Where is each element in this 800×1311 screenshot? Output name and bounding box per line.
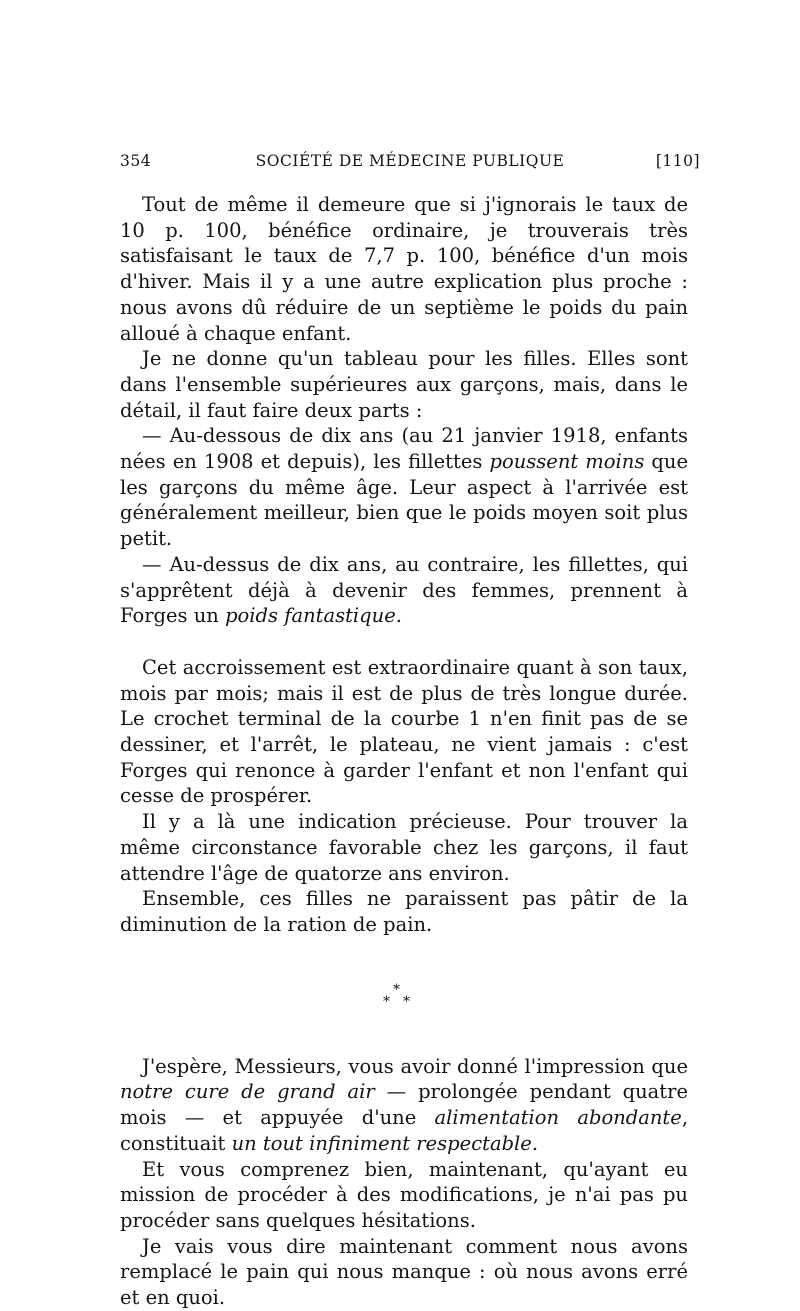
paragraph-1: Tout de même il demeure que si j'ignorais le taux de 10 p. 100, bénéfice ordinaire, je trouverais très satisfaisant le taux de 7,7 p. 100, bénéfice d'un mois d'hiver. Mais il y a une autre explication plus proche : nous avons dû réduire de un septième le poids du pain alloué à chaque enfant.	[120, 193, 688, 345]
folio-number: [110]	[655, 152, 700, 170]
paragraph-3-emphasis: poussent moins	[489, 450, 645, 474]
paragraph-8	[120, 1054, 688, 1157]
paragraph-7: Ensemble, ces filles ne paraissent pas pâtir de la diminution de la ration de pain.	[120, 887, 688, 936]
body-text	[120, 192, 688, 1311]
paragraph-4-emphasis: poids fantastique.	[225, 604, 402, 628]
running-header	[120, 152, 700, 176]
paragraph-10: Je vais vous dire maintenant comment nous avons remplacé le pain qui nous manque : où nous avons erré et en quoi.	[120, 1234, 688, 1310]
section-spacer-2	[120, 1028, 688, 1054]
paragraph-8-emphasis-1: notre cure de grand air	[120, 1080, 375, 1104]
paragraph-3	[120, 423, 688, 552]
paragraph-8-text-a: J'espère, Messieurs, vous avoir donné l'impression que	[142, 1054, 688, 1078]
paragraph-8-emphasis-2: alimentation abondante	[434, 1106, 682, 1130]
paragraph-8-text-c: , constituait	[120, 1106, 689, 1155]
paragraph-5: Cet accroissement est extraordinaire quant à son taux, mois par mois; mais il est de plus de très longue durée. Le crochet terminal de la courbe 1 n'en finit pas de se dessiner, et l'arrêt, le plateau, ne vient jamais : c'est Forges qui renonce à garder l'enfant et non l'enfant qui cesse de prospérer.	[120, 655, 688, 808]
paragraph-3-text-b: que les garçons du même âge. Leur aspect à l'arrivée est généralement meilleur, bien que le poids moyen soit plus petit.	[120, 450, 689, 551]
paragraph-9: Et vous comprenez bien, maintenant, qu'ayant eu mission de procéder à des modifications, je n'ai pas pu procéder sans quelques hésitations.	[120, 1157, 688, 1232]
paragraph-3-text-a: — Au-dessous de dix ans (au 21 janvier 1918, enfants nées en 1908 et depuis), les fillettes	[120, 424, 688, 474]
paragraph-spacer	[120, 629, 688, 655]
paragraph-2: Je ne donne qu'un tableau pour les filles. Elles sont dans l'ensemble supérieures aux garçons, mais, dans le détail, il faut faire deux parts :	[120, 347, 688, 422]
section-spacer	[120, 938, 688, 978]
asterism-divider	[120, 978, 688, 1028]
paragraph-4-text-a: — Au-dessus de dix ans, au contraire, les fillettes, qui s'apprêtent déjà à devenir des femmes, prennent à Forges un	[120, 552, 688, 628]
asterism-star-top: *	[393, 981, 400, 998]
asterism-star-right: *	[403, 993, 410, 1010]
paragraph-6: Il y a là une indication précieuse. Pour trouver la même circonstance favorable chez les garçons, il faut attendre l'âge de quatorze ans environ.	[120, 810, 688, 885]
asterism-star-left: *	[383, 993, 390, 1010]
running-title: SOCIÉTÉ DE MÉDECINE PUBLIQUE	[255, 152, 565, 170]
page-number: 354	[120, 152, 152, 170]
paragraph-4	[120, 552, 688, 629]
paragraph-8-emphasis-3: un tout infiniment respectable.	[231, 1131, 539, 1155]
paragraph-8-text-b: — prolongée pendant quatre mois — et appuyée d'une	[120, 1080, 689, 1130]
